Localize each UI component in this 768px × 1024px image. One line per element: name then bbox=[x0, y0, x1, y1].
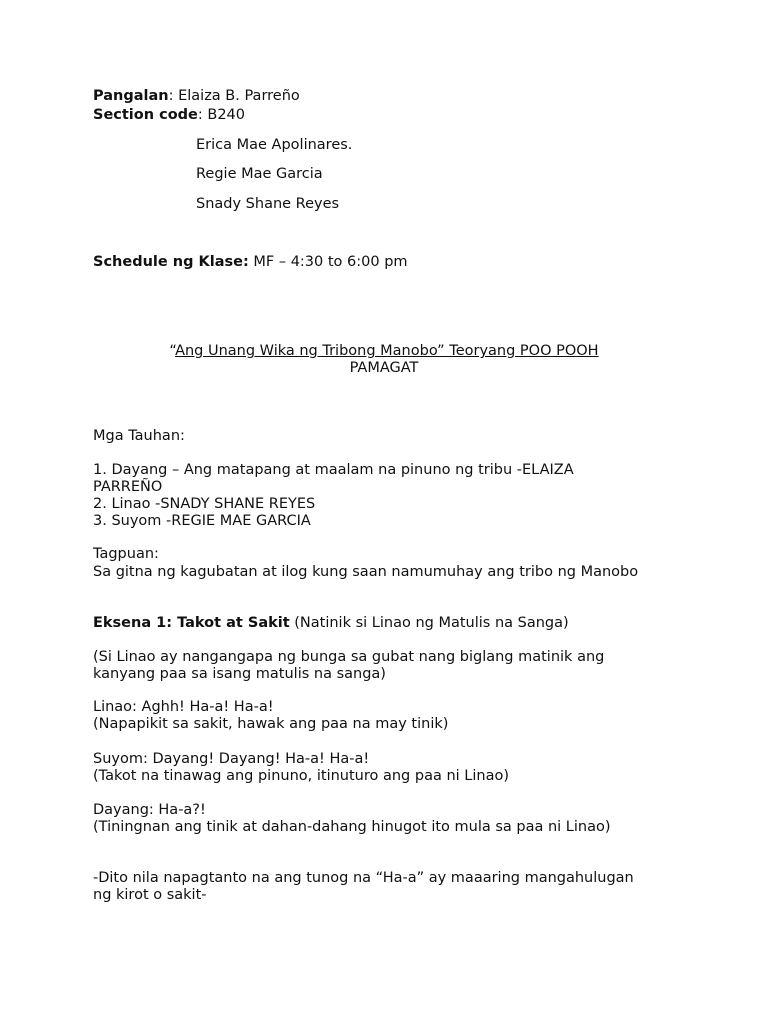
stage-direction: (Takot na tinawag ang pinuno, itinuturo ang paa ni Linao) bbox=[93, 768, 509, 784]
schedule-value: MF – 4:30 to 6:00 pm bbox=[248, 254, 408, 270]
member-2: Regie Mae Garcia bbox=[196, 166, 323, 182]
character-item: 1. Dayang – Ang matapang at maalam na pinuno ng tribu -ELAIZA bbox=[93, 462, 574, 478]
title-text: Ang Unang Wika ng Tribong Manobo” Teoryang POO POOH bbox=[175, 343, 599, 359]
character-item: 3. Suyom -REGIE MAE GARCIA bbox=[93, 513, 311, 529]
characters-heading: Mga Tauhan: bbox=[93, 428, 185, 444]
character-item: 2. Linao -SNADY SHANE REYES bbox=[93, 496, 316, 512]
section-line bbox=[93, 106, 245, 124]
dialogue-line: Linao: Aghh! Ha-a! Ha-a! bbox=[93, 699, 274, 715]
scene-intro: kanyang paa sa isang matulis na sanga) bbox=[93, 666, 386, 682]
section-value: : B240 bbox=[197, 107, 246, 123]
dialogue-line: Suyom: Dayang! Dayang! Ha-a! Ha-a! bbox=[93, 751, 370, 767]
schedule-label: Schedule ng Klase: bbox=[93, 254, 249, 270]
scene-title: Eksena 1: Takot at Sakit bbox=[93, 615, 290, 631]
setting-text: Sa gitna ng kagubatan at ilog kung saan namumuhay ang tribo ng Manobo bbox=[93, 564, 639, 580]
title-open-quote: “ bbox=[169, 343, 176, 359]
member-1: Erica Mae Apolinares. bbox=[196, 137, 353, 153]
scene-conclusion: -Dito nila napagtanto na ang tunog na “Ha-a” ay maaaring mangahulugan bbox=[93, 870, 634, 886]
schedule-line bbox=[93, 253, 408, 271]
name-value: : Elaiza B. Parreño bbox=[168, 88, 300, 104]
scene-heading bbox=[93, 614, 569, 632]
section-label: Section code bbox=[93, 107, 198, 123]
play-title bbox=[0, 342, 768, 360]
name-line bbox=[93, 87, 300, 105]
scene-conclusion: ng kirot o sakit- bbox=[93, 887, 207, 903]
dialogue-line: Dayang: Ha-a?! bbox=[93, 802, 206, 818]
stage-direction: (Napapikit sa sakit, hawak ang paa na may tinik) bbox=[93, 716, 449, 732]
stage-direction: (Tiningnan ang tinik at dahan-dahang hinugot ito mula sa paa ni Linao) bbox=[93, 819, 611, 835]
member-3: Snady Shane Reyes bbox=[196, 196, 340, 212]
setting-heading: Tagpuan: bbox=[93, 546, 159, 562]
scene-subtitle: (Natinik si Linao ng Matulis na Sanga) bbox=[289, 615, 569, 631]
name-label: Pangalan bbox=[93, 88, 169, 104]
play-subtitle: PAMAGAT bbox=[349, 360, 419, 376]
scene-intro: (Si Linao ay nangangapa ng bunga sa gubat nang biglang matinik ang bbox=[93, 649, 605, 665]
character-item: PARREÑO bbox=[93, 479, 163, 495]
